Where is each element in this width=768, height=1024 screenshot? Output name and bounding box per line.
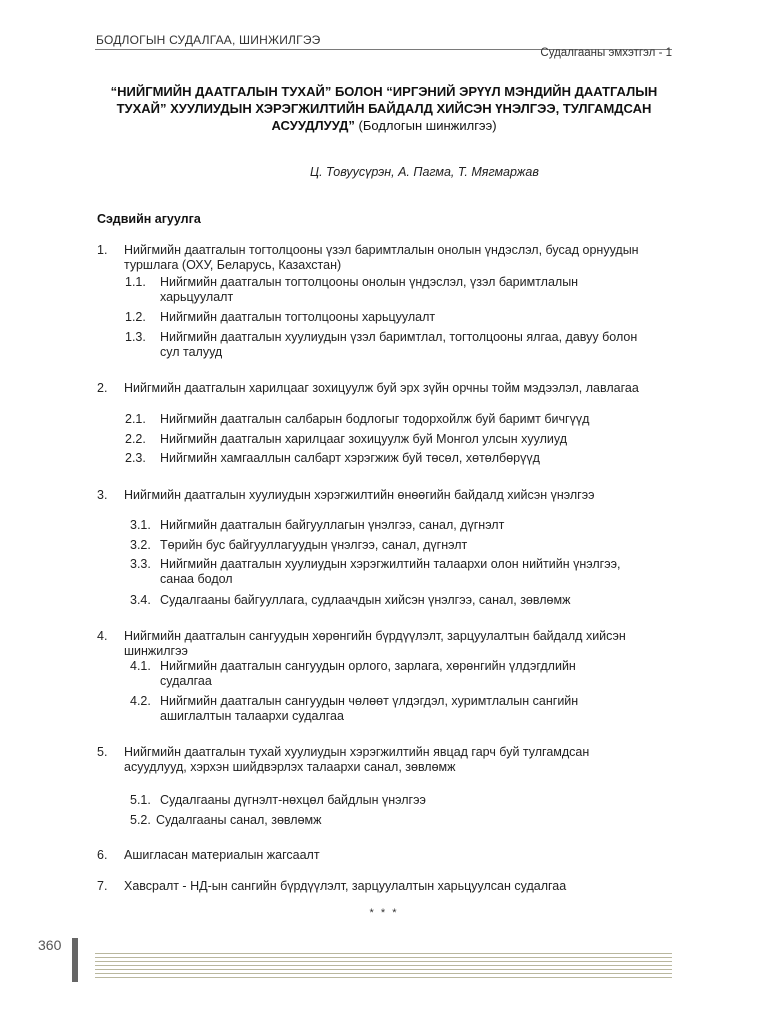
toc-item-text: Нийгмийн даатгалын харилцааг зохицуулж буй эрх зүйн орчны тойм мэдээлэл, лавлагаа [124, 381, 639, 395]
toc-item-number: 6. [97, 848, 108, 862]
toc-subitem-number: 5.2. [130, 813, 151, 827]
toc-subitem-text: Нийгмийн даатгалын харилцааг зохицуулж буй Монгол улсын хуулиуд [160, 432, 568, 446]
toc-item-text: Хавсралт - НД-ын сангийн бүрдүүлэлт, зарцуулалтын харьцуулсан судалгаа [124, 879, 567, 893]
toc-heading: Сэдвийн агуулга [97, 212, 201, 226]
toc-subitem-number: 3.2. [130, 538, 151, 552]
toc-subitem-text: Нийгмийн даатгалын тогтолцооны онолын үндэслэл, үзэл баримтлалын харьцуулалт [160, 275, 579, 304]
toc-subitem-number: 3.1. [130, 518, 151, 532]
toc-subitem-text: Нийгмийн даатгалын сангуудын орлого, зарлага, хөрөнгийн үлдэгдлийн судалгаа [160, 659, 576, 688]
toc-item-text: Нийгмийн даатгалын хуулиудын хэрэгжилтийн өнөөгийн байдалд хийсэн үнэлгээ [124, 488, 595, 502]
toc-subitem-text: Нийгмийн даатгалын хуулиудын үзэл баримтлал, тогтолцооны ялгаа, давуу болон сул талууд [160, 330, 638, 359]
toc-subitem-text: Нийгмийн даатгалын байгууллагын үнэлгээ, санал, дүгнэлт [160, 518, 505, 532]
toc-subitem-text: Нийгмийн даатгалын тогтолцооны харьцуулалт [160, 310, 436, 324]
toc-item-number: 3. [97, 488, 108, 502]
section-label: Судалгааны эмхэтгэл - 1 [540, 47, 672, 59]
toc-subitem-text: Нийгмийн хамгааллын салбарт хэрэгжиж буй төсөл, хөтөлбөрүүд [160, 451, 540, 465]
toc-subitem-text: Судалгааны санал, зөвлөмж [156, 813, 322, 827]
document-title [96, 83, 672, 134]
toc-item-number: 1. [97, 243, 108, 257]
toc-subitem-number: 1.1. [125, 275, 146, 289]
toc-item-number: 7. [97, 879, 108, 893]
toc-subitem-number: 3.4. [130, 593, 151, 607]
toc-subitem-text: Судалгааны дүгнэлт-нөхцөл байдлын үнэлгээ [160, 793, 426, 807]
page-number-bar [72, 938, 78, 982]
toc-item-text: Нийгмийн даатгалын сангуудын хөрөнгийн бүрдүүлэлт, зарцуулалтын байдалд хийсэн шинжилгээ [124, 629, 626, 658]
toc-subitem-text: Нийгмийн даатгалын хуулиудын хэрэгжилтийн талаархи олон нийтийн үнэлгээ, санаа бодол [160, 557, 621, 586]
toc-item-number: 2. [97, 381, 108, 395]
document-title-subtitle: (Бодлогын шинжилгээ) [358, 118, 497, 133]
section-separator: * * * [369, 907, 399, 919]
toc-item-text: Нийгмийн даатгалын тухай хуулиудын хэрэгжилтийн явцад гарч буй тулгамдсан асуудлууд, хэрхэн шийдвэрлэх талаархи санал, зөвлөмж [124, 745, 590, 774]
toc-item-text: Нийгмийн даатгалын тогтолцооны үзэл баримтлалын онолын үндэслэл, бусад орнуудын туршлага (ОХУ, Беларусь, Казахстан) [124, 243, 639, 272]
toc-subitem-number: 5.1. [130, 793, 151, 807]
running-header: БОДЛОГЫН СУДАЛГАА, ШИНЖИЛГЭЭ [96, 33, 321, 47]
toc-subitem-number: 1.3. [125, 330, 146, 344]
toc-subitem-number: 4.1. [130, 659, 151, 673]
page-number: 360 [38, 937, 62, 953]
footer-decorative-lines [95, 953, 672, 979]
document-title-bold: “НИЙГМИЙН ДААТГАЛЫН ТУХАЙ” БОЛОН “ИРГЭНИЙ ЭРҮҮЛ МЭНДИЙН ДААТГАЛЫН ТУХАЙ” ХУУЛИУДЫН ХЭРЭГЖИЛТИЙН БАЙДАЛД ХИЙСЭН ҮНЭЛГЭЭ, ТУЛГАМДСАН АСУУДЛУУД” [110, 84, 658, 133]
toc-item-text: Ашигласан материалын жагсаалт [124, 848, 320, 862]
toc-subitem-number: 4.2. [130, 694, 151, 708]
toc-subitem-number: 3.3. [130, 557, 151, 571]
toc-subitem-number: 2.3. [125, 451, 146, 465]
toc-subitem-number: 2.1. [125, 412, 146, 426]
toc-subitem-number: 2.2. [125, 432, 146, 446]
toc-item-number: 4. [97, 629, 108, 643]
toc-subitem-text: Судалгааны байгууллага, судлаачдын хийсэн үнэлгээ, санал, зөвлөмж [160, 593, 571, 607]
toc-item-number: 5. [97, 745, 108, 759]
toc-subitem-text: Төрийн бус байгууллагуудын үнэлгээ, санал, дүгнэлт [160, 538, 468, 552]
toc-subitem-text: Нийгмийн даатгалын салбарын бодлогыг тодорхойлж буй баримт бичгүүд [160, 412, 590, 426]
toc-subitem-text: Нийгмийн даатгалын сангуудын чөлөөт үлдэгдэл, хуримтлалын сангийн ашиглалтын талаархи судалгаа [160, 694, 579, 723]
toc-subitem-number: 1.2. [125, 310, 146, 324]
authors: Ц. Товуусүрэн, А. Пагма, Т. Мягмаржав [310, 165, 539, 179]
